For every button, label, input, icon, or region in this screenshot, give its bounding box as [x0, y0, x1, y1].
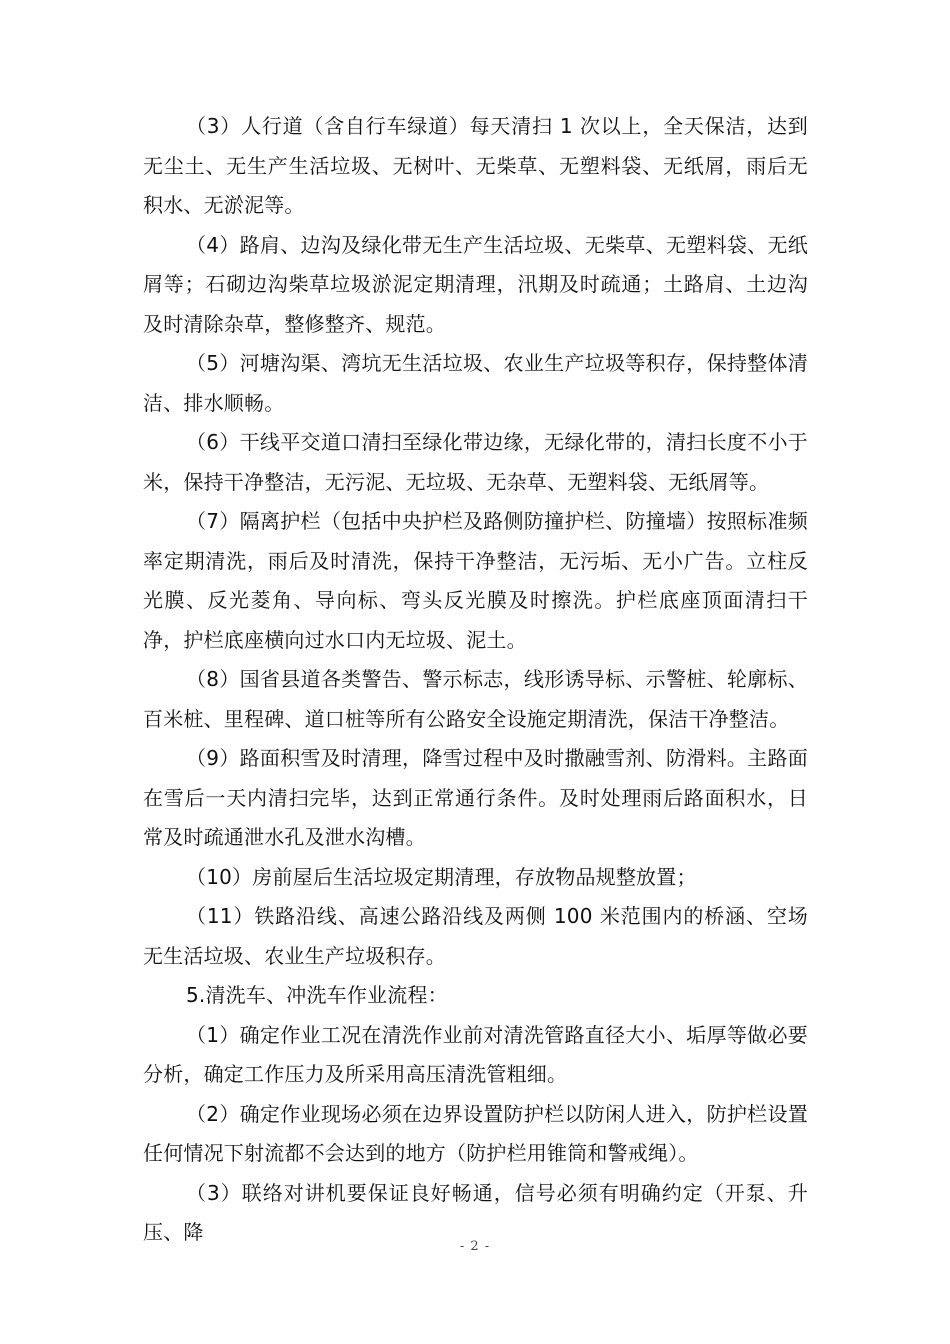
paragraph-item-6-crossings: （6）干线平交道口清扫至绿化带边缘，无绿化带的，清扫长度不小于米，保持干净整洁，无污泥、无垃圾、无杂草、无塑料袋、无纸屑等。: [143, 430, 808, 494]
paragraph-item-10-houses: （10）房前屋后生活垃圾定期清理，存放物品规整放置；: [186, 864, 697, 889]
paragraph-item-9-snow: （9）路面积雪及时清理，降雪过程中及时撒融雪剂、防滑料。主路面在雪后一天内清扫完毕，达到正常通行条件。及时处理雨后路面积水，日常及时疏通泄水孔及泄水沟槽。: [143, 746, 808, 849]
paragraph-item-7-guardrails: （7）隔离护栏（包括中央护栏及路侧防撞护栏、防撞墙）按照标准频率定期清洗，雨后及时清洗，保持干净整洁，无污垢、无小广告。立柱反光膜、反光菱角、导向标、弯头反光膜及时擦洗。护栏底座顶面清扫干净，护栏底座横向过水口内无垃圾、泥土。: [143, 509, 808, 652]
document-body: [143, 107, 808, 1253]
section-heading-washing-process: 5.清洗车、冲洗车作业流程：: [186, 983, 448, 1007]
paragraph-item-11-railway: （11）铁路沿线、高速公路沿线及两侧 100 米范围内的桥涵、空场无生活垃圾、农业生产垃圾积存。: [143, 904, 808, 968]
paragraph-item-8-signs: （8）国省县道各类警告、警示标志，线形诱导标、示警桩、轮廓标、百米桩、里程碑、道口桩等所有公路安全设施定期清洗，保洁干净整洁。: [143, 667, 808, 731]
page-number: - 2 -: [459, 1239, 491, 1254]
paragraph-item-3-sidewalk: （3）人行道（含自行车绿道）每天清扫 1 次以上，全天保洁，达到无尘土、无生产生活垃圾、无树叶、无柴草、无塑料袋、无纸屑，雨后无积水、无淤泥等。: [143, 114, 808, 217]
paragraph-item-5-ponds: （5）河塘沟渠、湾坑无生活垃圾、农业生产垃圾等积存，保持整体清洁、排水顺畅。: [143, 351, 808, 415]
paragraph-step-1-conditions: （1）确定作业工况在清洗作业前对清洗管路直径大小、垢厚等做必要分析，确定工作压力及所采用高压清洗管粗细。: [143, 1022, 808, 1086]
paragraph-step-3-radio: （3）联络对讲机要保证良好畅通，信号必须有明确约定（开泵、升压、降: [143, 1180, 808, 1244]
paragraph-item-4-shoulder: （4）路肩、边沟及绿化带无生产生活垃圾、无柴草、无塑料袋、无纸屑等；石砌边沟柴草垃圾淤泥定期清理，汛期及时疏通；土路肩、土边沟及时清除杂草，整修整齐、规范。: [143, 232, 808, 336]
paragraph-step-2-site: （2）确定作业现场必须在边界设置防护栏以防闲人进入，防护栏设置任何情况下射流都不会达到的地方（防护栏用锥筒和警戒绳）。: [143, 1101, 808, 1165]
